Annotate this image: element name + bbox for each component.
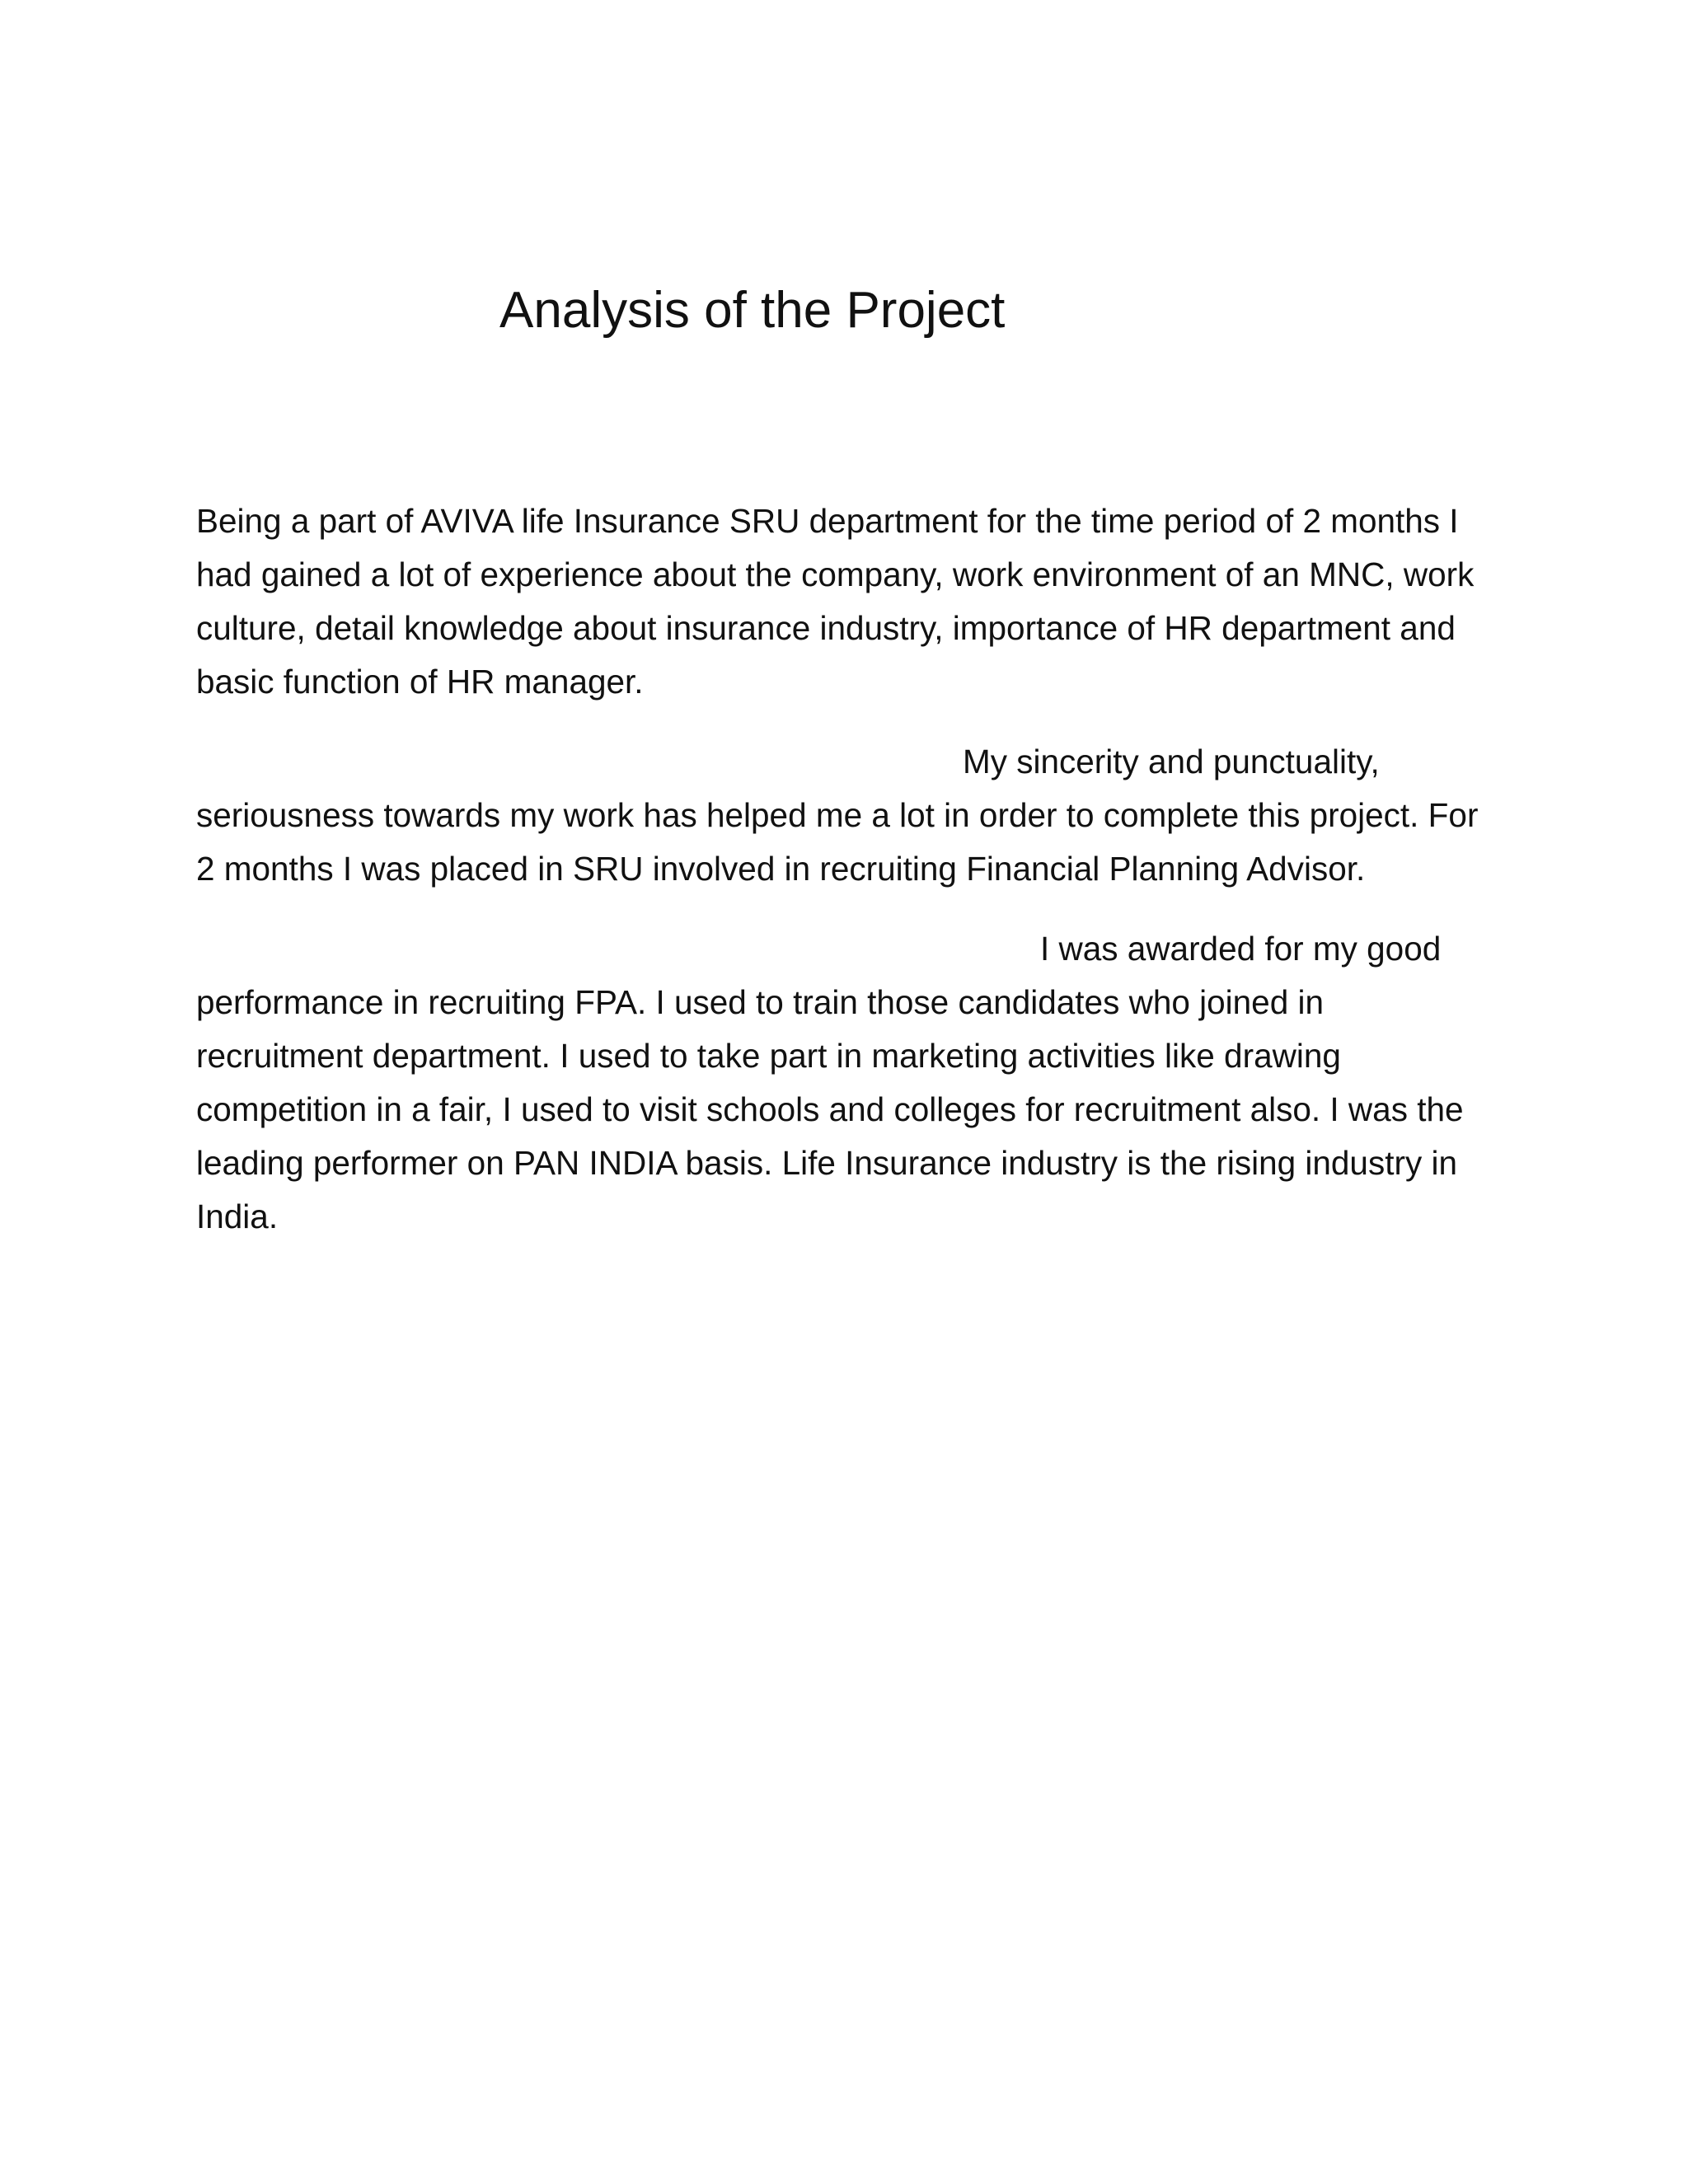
document-body — [196, 494, 1482, 1270]
paragraph-1 — [196, 494, 1482, 709]
paragraph-3 — [196, 922, 1482, 1244]
paragraph-2-text: My sincerity and punctuality, seriousness towards my work has helped me a lot in order to complete this project. For 2 months I was placed in SRU involved in recruiting Financial Planning Advisor. — [196, 743, 1479, 888]
paragraph-1-text: Being a part of AVIVA life Insurance SRU department for the time period of 2 months I had gained a lot of experience about the company, work environment of an MNC, work culture, detail knowledge about insurance industry, importance of HR department and basic function of HR manager. — [196, 502, 1475, 701]
paragraph-2 — [196, 735, 1482, 896]
page-title: Analysis of the Project — [499, 282, 1006, 339]
paragraph-3-text: I was awarded for my good performance in recruiting FPA. I used to train those candidates who joined in recruitment department. I used to take part in marketing activities like drawing competition in a fair, I used to visit schools and colleges for recruitment also. I was the leading performer on PAN INDIA basis. Life Insurance industry is the rising industry in India. — [196, 930, 1464, 1235]
